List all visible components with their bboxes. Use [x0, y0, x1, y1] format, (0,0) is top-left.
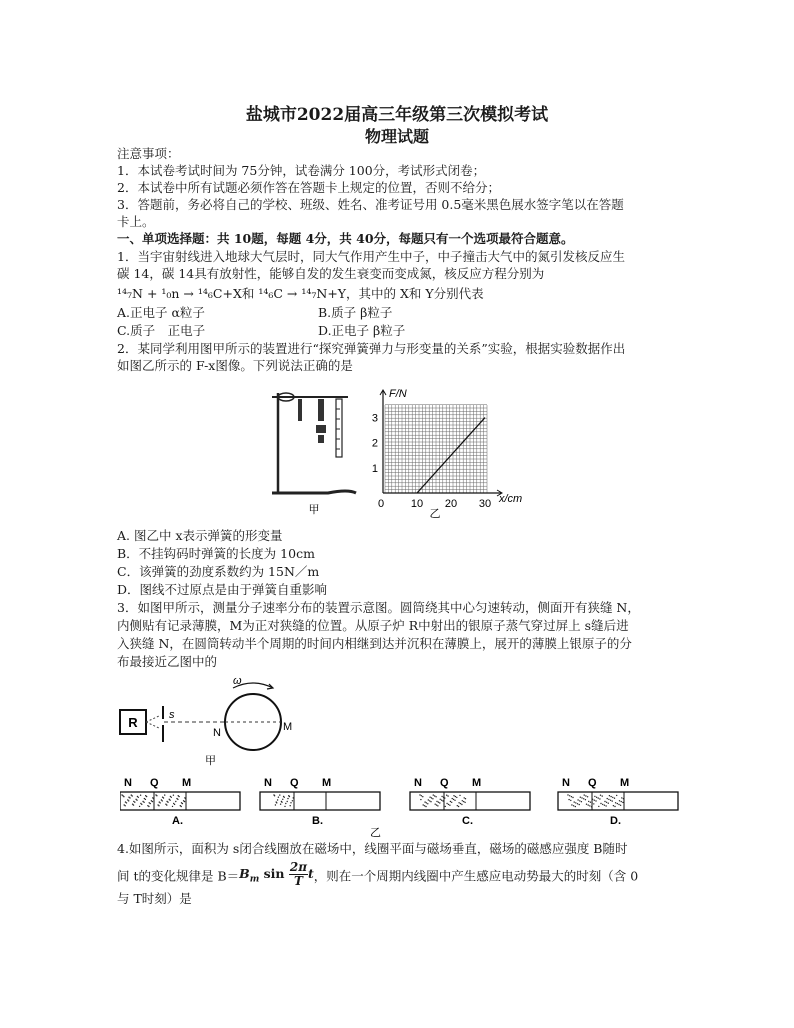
strip-q-label: Q	[440, 777, 449, 789]
q3-line: 布最接近乙图中的	[117, 654, 218, 669]
q2-option-c[interactable]: C．该弹簧的劲度系数约为 15N／m	[117, 564, 320, 579]
notice-item: 卡上。	[117, 214, 155, 229]
strip-n-label: N	[562, 777, 570, 789]
strip-option-label: B.	[312, 815, 323, 827]
q3-line: 入狭缝 N，在圆筒转动半个周期的时间内相继到达并沉积在薄膜上，展开的薄膜上银原子的分	[117, 636, 632, 651]
molecular-speed-apparatus	[115, 672, 315, 772]
reactor-label: R	[128, 715, 138, 730]
x-tick-label: 30	[478, 498, 492, 510]
silver-deposit-dot	[156, 795, 157, 796]
silver-deposit-dot	[449, 805, 450, 806]
q1-option-d[interactable]: D.正电子 β粒子	[318, 323, 406, 338]
q1-option-b[interactable]: B.质子 β粒子	[318, 305, 393, 320]
q2-option-b[interactable]: B．不挂钩码时弹簧的长度为 10cm	[117, 546, 315, 561]
silver-deposit-dot	[461, 804, 462, 805]
silver-deposit-dot	[169, 800, 170, 801]
silver-deposit-dot	[608, 803, 609, 804]
silver-deposit-dot	[453, 795, 454, 796]
silver-deposit-dot	[424, 805, 425, 806]
silver-deposit-dot	[581, 801, 582, 802]
silver-deposit-dot	[442, 800, 443, 801]
silver-deposit-dot	[437, 805, 438, 806]
strip-n-label: N	[414, 777, 422, 789]
silver-deposit-dot	[609, 795, 610, 796]
silver-deposit-dot	[591, 802, 592, 803]
q2-line: 2．某同学利用图甲所示的装置进行“探究弹簧弹力与形变量的关系”实验，根据实验数据作出	[117, 341, 626, 356]
silver-deposit-dot	[457, 805, 458, 806]
silver-deposit-dot	[613, 805, 614, 806]
silver-deposit-dot	[278, 797, 279, 798]
silver-deposit-dot	[143, 802, 144, 803]
silver-deposit-dot	[616, 795, 617, 796]
silver-deposit-dot	[588, 804, 589, 805]
silver-deposit-dot	[429, 800, 430, 801]
y-axis-label: F/N	[389, 388, 407, 400]
silver-deposit-dot	[598, 806, 599, 807]
silver-deposit-dot	[138, 797, 139, 798]
film-strip	[410, 792, 530, 810]
silver-deposit-dot	[450, 801, 451, 802]
silver-deposit-dot	[446, 795, 447, 796]
silver-deposit-dot	[289, 796, 290, 797]
silver-deposit-dot	[160, 802, 161, 803]
silver-deposit-dot	[585, 799, 586, 800]
silver-deposit-dot	[464, 797, 465, 798]
silver-deposit-dot	[452, 798, 453, 799]
silver-deposit-dot	[279, 794, 280, 795]
silver-deposit-dot	[612, 800, 613, 801]
silver-deposit-dot	[602, 795, 603, 796]
notice-item: 1．本试卷考试时间为 75分钟，试卷满分 100分，考试形式闭卷；	[117, 163, 486, 178]
notice-item: 3．答题前，务必将自己的学校、班级、姓名、准考证号用 0.5毫米黑色展水签字笔以在答题	[117, 197, 624, 212]
silver-deposit-dot	[584, 794, 585, 795]
silver-deposit-dot	[579, 804, 580, 805]
x-tick-label: 20	[444, 498, 458, 510]
silver-deposit-dot	[440, 799, 441, 800]
silver-deposit-dot	[148, 806, 149, 807]
silver-deposit-dot	[178, 796, 179, 797]
silver-deposit-dot	[181, 806, 182, 807]
strip-m-label: M	[322, 777, 332, 789]
silver-deposit-dot	[464, 802, 465, 803]
q2-option-a[interactable]: A. 图乙中 x表示弹簧的形变量	[117, 528, 283, 543]
silver-deposit-dot	[152, 801, 153, 802]
silver-deposit-dot	[571, 804, 572, 805]
silver-deposit-dot	[610, 796, 611, 797]
silver-deposit-dot	[577, 803, 578, 804]
silver-deposit-dot	[140, 795, 141, 796]
silver-deposit-dot	[435, 796, 436, 797]
silver-deposit-dot	[171, 797, 172, 798]
silver-deposit-dot	[434, 795, 435, 796]
silver-deposit-dot	[458, 806, 459, 807]
silver-deposit-dot	[274, 795, 275, 796]
notice-item: 2．本试卷中所有试题必须作答在答题卡上规定的位置，否则不给分；	[117, 180, 500, 195]
silver-deposit-dot	[132, 795, 133, 796]
silver-deposit-dot	[607, 798, 608, 799]
silver-deposit-dot	[455, 796, 456, 797]
figure-caption-jia: 甲	[308, 504, 320, 516]
silver-deposit-dot	[598, 797, 599, 798]
q4-line-2-pre: 间 t的变化规律是 B＝	[117, 868, 240, 884]
silver-deposit-dot	[617, 803, 618, 804]
silver-deposit-dot	[573, 805, 574, 806]
strip-q-label: Q	[588, 777, 597, 789]
silver-deposit-dot	[459, 795, 460, 796]
y-tick-label: 2	[371, 437, 378, 450]
silver-deposit-dot	[174, 804, 175, 805]
figure-caption-yi: 乙	[429, 508, 441, 520]
y-tick-label: 1	[371, 462, 378, 475]
silver-deposit-dot	[158, 805, 159, 806]
silver-deposit-dot	[436, 804, 437, 805]
silver-deposit-dot	[612, 797, 613, 798]
silver-deposit-dot	[427, 803, 428, 804]
silver-deposit-dot	[594, 796, 595, 797]
silver-deposit-dot	[589, 805, 590, 806]
silver-deposit-dot	[453, 799, 454, 800]
silver-deposit-dot	[619, 800, 620, 801]
data-line	[417, 418, 485, 493]
spring-apparatus-figure	[268, 385, 368, 520]
q3-line: 内侧贴有记录薄膜，M为正对狭缝的位置。从原子炉 R中射出的银原子蒸气穿过屏上 s缝后进	[117, 618, 629, 633]
film-strip	[558, 792, 678, 810]
silver-deposit-dot	[572, 797, 573, 798]
x-axis-label: x/cm	[499, 493, 523, 505]
silver-deposit-dot	[162, 800, 163, 801]
film-strip-options	[120, 772, 690, 840]
silver-deposit-dot	[128, 800, 129, 801]
strip-n-label: N	[124, 777, 132, 789]
silver-deposit-dot	[175, 801, 176, 802]
silver-deposit-dot	[428, 799, 429, 800]
silver-deposit-dot	[454, 800, 455, 801]
q2-line: 如图乙所示的 F-x图像。下列说法正确的是	[117, 358, 353, 373]
silver-deposit-dot	[567, 794, 568, 795]
film-strip	[260, 792, 380, 810]
silver-deposit-dot	[281, 802, 282, 803]
silver-deposit-dot	[580, 797, 581, 798]
slit-s-label: s	[169, 709, 175, 721]
silver-deposit-dot	[444, 797, 445, 798]
silver-deposit-dot	[605, 805, 606, 806]
silver-deposit-dot	[284, 797, 285, 798]
silver-deposit-dot	[150, 803, 151, 804]
silver-deposit-dot	[292, 800, 293, 801]
silver-deposit-dot	[276, 802, 277, 803]
silver-deposit-dot	[290, 802, 291, 803]
silver-deposit-dot	[426, 802, 427, 803]
silver-deposit-dot	[599, 798, 600, 799]
q1-option-a[interactable]: A.正电子 α粒子	[117, 305, 205, 320]
silver-deposit-dot	[125, 805, 126, 806]
silver-deposit-dot	[422, 796, 423, 797]
q1-line: 1．当宇宙射线进入地球大气层时，同大气作用产生中子，中子撞击大气中的氮引发核反应生	[117, 249, 625, 264]
silver-deposit-dot	[614, 806, 615, 807]
silver-deposit-dot	[620, 805, 621, 806]
formula: $B_m$ sin $\frac{2\pi}{T}$ t	[239, 860, 314, 888]
silver-deposit-dot	[569, 795, 570, 796]
silver-deposit-dot	[600, 795, 601, 796]
q4-line-2-post: ，则在一个周期内线圈中产生感应电动势最大的时刻（含 0	[313, 868, 639, 884]
silver-deposit-dot	[600, 803, 601, 804]
silver-deposit-dot	[571, 796, 572, 797]
silver-deposit-dot	[424, 801, 425, 802]
q1-equation: ¹⁴₇N + ¹₀n → ¹⁴₆C+X和 ¹⁴₆C → ¹⁴₇N+Y，其中的 X和 Y分别代表	[117, 286, 484, 301]
silver-deposit-dot	[458, 802, 459, 803]
strip-m-label: M	[472, 777, 482, 789]
silver-deposit-dot	[588, 801, 589, 802]
silver-deposit-dot	[441, 796, 442, 797]
q4-line: 4.如图所示，面积为 s闭合线圈放在磁场中，线圈平面与磁场垂直，磁场的磁感应强度 B随时	[117, 841, 628, 856]
silver-deposit-dot	[575, 806, 576, 807]
silver-deposit-dot	[462, 800, 463, 801]
silver-deposit-dot	[429, 797, 430, 798]
silver-deposit-dot	[167, 802, 168, 803]
strips-caption: 乙	[370, 827, 381, 839]
silver-deposit-dot	[139, 806, 140, 807]
silver-deposit-dot	[579, 800, 580, 801]
silver-deposit-dot	[425, 806, 426, 807]
silver-deposit-dot	[287, 801, 288, 802]
silver-deposit-dot	[436, 801, 437, 802]
silver-deposit-dot	[280, 804, 281, 805]
silver-deposit-dot	[290, 805, 291, 806]
silver-deposit-dot	[583, 798, 584, 799]
silver-deposit-dot	[447, 795, 448, 796]
silver-deposit-dot	[606, 802, 607, 803]
silver-deposit-dot	[133, 804, 134, 805]
silver-deposit-dot	[431, 797, 432, 798]
silver-deposit-dot	[435, 804, 436, 805]
strip-option-label: C.	[462, 815, 473, 827]
strip-option-label: A.	[172, 815, 183, 827]
silver-deposit-dot	[594, 800, 595, 801]
apparatus-caption: 甲	[205, 755, 216, 767]
silver-deposit-dot	[134, 802, 135, 803]
silver-deposit-dot	[575, 802, 576, 803]
silver-deposit-dot	[182, 803, 183, 804]
omega-label: ω	[233, 675, 242, 687]
point-m-label: M	[283, 721, 293, 733]
silver-deposit-dot	[438, 802, 439, 803]
silver-deposit-dot	[129, 797, 130, 798]
silver-deposit-dot	[173, 795, 174, 796]
silver-deposit-dot	[465, 798, 466, 799]
silver-deposit-dot	[146, 796, 147, 797]
silver-deposit-dot	[595, 800, 596, 801]
silver-deposit-dot	[610, 800, 611, 801]
silver-deposit-dot	[441, 800, 442, 801]
silver-deposit-dot	[293, 797, 294, 798]
silver-deposit-dot	[172, 806, 173, 807]
strip-n-label: N	[264, 777, 272, 789]
silver-deposit-dot	[446, 803, 447, 804]
strip-option-label: D.	[610, 815, 621, 827]
q1-line: 碳 14，碳 14具有放射性，能够自发的发生衰变而变成氮，核反应方程分别为	[117, 266, 545, 281]
q4-line: 与 T时刻）是	[117, 891, 192, 906]
silver-deposit-dot	[451, 802, 452, 803]
silver-deposit-dot	[623, 798, 624, 799]
silver-deposit-dot	[585, 795, 586, 796]
q1-option-c[interactable]: C.质子 正电子	[117, 323, 206, 338]
slit-n-label: N	[213, 727, 221, 739]
silver-deposit-dot	[587, 796, 588, 797]
silver-deposit-dot	[586, 804, 587, 805]
y-tick-label: 3	[371, 412, 378, 425]
page-subtitle: 物理试题	[364, 127, 429, 146]
silver-deposit-dot	[614, 798, 615, 799]
page-title: 盐城市2022届高三年级第三次模拟考试	[245, 105, 549, 125]
silver-deposit-dot	[419, 794, 420, 795]
silver-deposit-dot	[285, 803, 286, 804]
q2-option-d[interactable]: D．图线不过原点是由于弹簧自重影响	[117, 582, 328, 597]
silver-deposit-dot	[445, 806, 446, 807]
q3-line: 3．如图甲所示，测量分子速率分布的装置示意图。圆筒绕其中心匀速转动，侧面开有狭缝 N，	[117, 600, 640, 615]
q4-line-2	[117, 861, 638, 893]
silver-deposit-dot	[284, 806, 285, 807]
silver-deposit-dot	[463, 801, 464, 802]
strip-q-label: Q	[150, 777, 159, 789]
silver-deposit-dot	[282, 799, 283, 800]
silver-deposit-dot	[621, 797, 622, 798]
silver-deposit-dot	[275, 804, 276, 805]
silver-deposit-dot	[123, 796, 124, 797]
silver-deposit-dot	[136, 800, 137, 801]
silver-deposit-dot	[153, 798, 154, 799]
silver-deposit-dot	[604, 801, 605, 802]
silver-deposit-dot	[421, 795, 422, 796]
silver-deposit-dot	[618, 804, 619, 805]
x-tick-label: 10	[410, 498, 424, 510]
silver-deposit-dot	[456, 797, 457, 798]
silver-deposit-dot	[166, 804, 167, 805]
strip-m-label: M	[182, 777, 192, 789]
silver-deposit-dot	[141, 804, 142, 805]
silver-deposit-dot	[145, 799, 146, 800]
silver-deposit-dot	[439, 802, 440, 803]
silver-deposit-dot	[577, 799, 578, 800]
film-strip	[120, 792, 240, 810]
silver-deposit-dot	[184, 801, 185, 802]
silver-deposit-dot	[596, 797, 597, 798]
silver-deposit-dot	[622, 802, 623, 803]
silver-deposit-dot	[593, 803, 594, 804]
silver-deposit-dot	[164, 794, 165, 795]
silver-deposit-dot	[568, 799, 569, 800]
silver-deposit-dot	[433, 794, 434, 795]
silver-deposit-dot	[460, 803, 461, 804]
silver-deposit-dot	[287, 798, 288, 799]
silver-deposit-dot	[604, 805, 605, 806]
silver-deposit-dot	[432, 798, 433, 799]
silver-deposit-dot	[448, 804, 449, 805]
silver-deposit-dot	[177, 799, 178, 800]
strip-m-label: M	[620, 777, 630, 789]
silver-deposit-dot	[185, 798, 186, 799]
strip-q-label: Q	[290, 777, 299, 789]
section-heading: 一、单项选择题：共 10题，每题 4分，共 40分，每题只有一个选项最符合题意。	[117, 231, 574, 246]
silver-deposit-dot	[423, 804, 424, 805]
silver-deposit-dot	[574, 801, 575, 802]
fx-chart	[365, 385, 525, 520]
notice-heading: 注意事项：	[117, 146, 180, 161]
silver-deposit-dot	[591, 806, 592, 807]
silver-deposit-dot	[592, 799, 593, 800]
silver-deposit-dot	[277, 799, 278, 800]
silver-deposit-dot	[615, 802, 616, 803]
x-tick-label: 0	[377, 498, 385, 510]
silver-deposit-dot	[621, 801, 622, 802]
silver-deposit-dot	[443, 797, 444, 798]
silver-deposit-dot	[570, 800, 571, 801]
silver-deposit-dot	[430, 801, 431, 802]
silver-deposit-dot	[126, 802, 127, 803]
silver-deposit-dot	[163, 797, 164, 798]
silver-deposit-dot	[602, 804, 603, 805]
silver-deposit-dot	[581, 797, 582, 798]
silver-deposit-dot	[608, 799, 609, 800]
silver-deposit-dot	[590, 802, 591, 803]
silver-deposit-dot	[420, 799, 421, 800]
